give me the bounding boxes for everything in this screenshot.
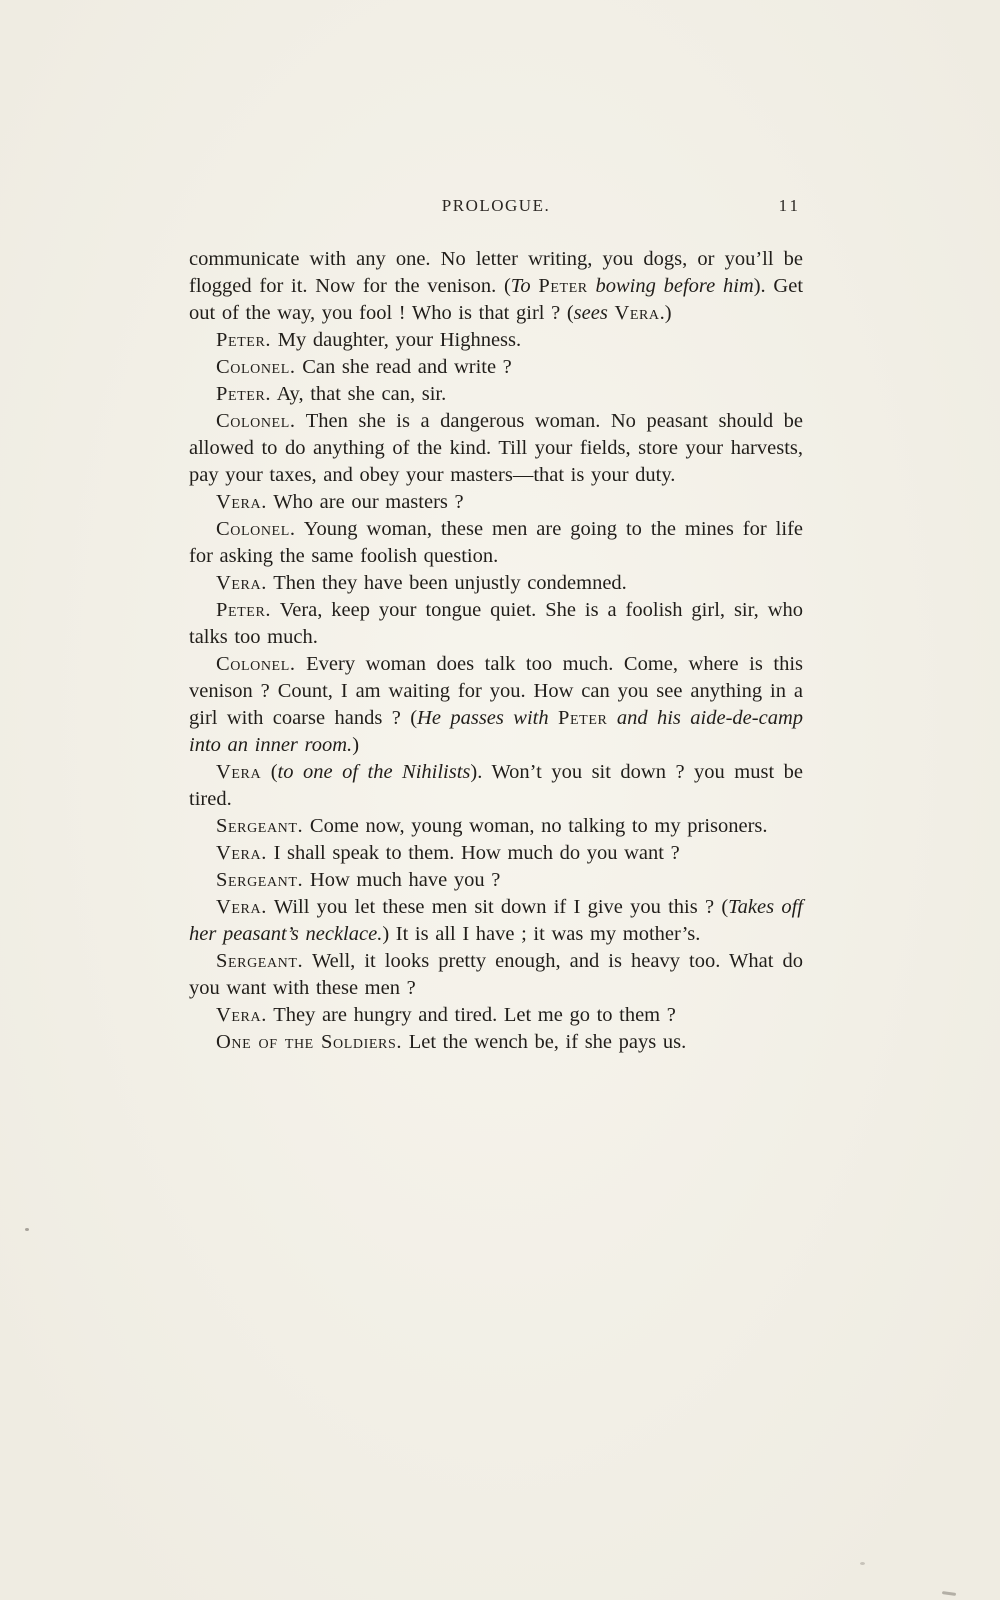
speaker-name: Colonel.: [216, 410, 296, 432]
stage-direction: To: [510, 275, 531, 297]
stage-direction: bowing before him: [595, 275, 754, 297]
dialogue-text: Can she read and write ?: [295, 356, 512, 378]
dialogue-text: Young woman, these men are going to the mines for life for asking the same foolish question.: [189, 518, 803, 567]
speaker-name: Vera.: [216, 896, 267, 918]
dialogue-text: They are hungry and tired. Let me go to them ?: [266, 1004, 676, 1026]
dialogue-text: Let the wench be, if she pays us.: [402, 1031, 687, 1053]
dialogue-text: My daughter, your Highness.: [271, 329, 522, 351]
paragraph: [189, 354, 803, 381]
paragraph: [189, 408, 803, 489]
speaker-name: Vera.: [216, 1004, 267, 1026]
paragraph: [189, 894, 803, 948]
scan-artifact: [860, 1562, 865, 1565]
scan-artifact: [25, 1228, 29, 1231]
dialogue-text: [607, 707, 616, 729]
stage-direction: sees: [573, 302, 608, 324]
paragraph: [189, 246, 803, 327]
dialogue-text: ): [352, 734, 360, 756]
dialogue-text: (: [261, 761, 278, 783]
paragraph: [189, 327, 803, 354]
speaker-name: Vera: [216, 761, 262, 783]
dialogue-text: ) It is all I have ; it was my mother’s.: [382, 923, 701, 945]
paragraph: [189, 516, 803, 570]
speaker-name: Peter.: [216, 599, 272, 621]
dialogue-text: Every woman does talk too much. Come, where is this venison ? Count, I am waiting for you. How can you see anything in a girl with coarse hands ? (: [189, 653, 803, 729]
speaker-name: Vera.: [216, 842, 267, 864]
running-head-title: PROLOGUE.: [441, 196, 551, 215]
speaker-name: Colonel.: [216, 518, 296, 540]
paragraph: [189, 381, 803, 408]
dialogue-text: Well, it looks pretty enough, and is heavy too. What do you want with these men ?: [189, 950, 803, 999]
dialogue-text: How much have you ?: [303, 869, 501, 891]
speaker-name: Vera: [614, 302, 660, 324]
dialogue-text: Ay, that she can, sir.: [271, 383, 447, 405]
stage-direction: Takes off her peasant’s necklace.: [189, 896, 803, 945]
text-block: [189, 246, 803, 1056]
speaker-name: Colonel.: [216, 653, 296, 675]
paragraph: [189, 489, 803, 516]
dialogue-text: Vera, keep your tongue quiet. She is a foolish girl, sir, who talks too much.: [189, 599, 803, 648]
dialogue-text: Will you let these men sit down if I give you this ? (: [266, 896, 729, 918]
dialogue-text: [549, 707, 558, 729]
paragraph: [189, 651, 803, 759]
dialogue-text: communicate with any one. No letter writing, you dogs, or you’ll be flogged for it. Now for the venison. (: [189, 248, 803, 297]
paragraph: [189, 948, 803, 1002]
dialogue-text: ). Won’t you sit down ? you must be tired.: [189, 761, 804, 810]
paragraph: [189, 1029, 803, 1056]
speaker-name: Sergeant.: [216, 950, 304, 972]
paragraph: [189, 570, 803, 597]
scan-artifact: [942, 1591, 956, 1596]
page-number: 11: [778, 196, 801, 215]
paragraph: [189, 813, 803, 840]
stage-direction: He passes with: [417, 707, 549, 729]
stage-direction: and his aide-de-camp into an inner room.: [189, 707, 804, 756]
dialogue-text: I shall speak to them. How much do you want ?: [266, 842, 680, 864]
paragraph: [189, 759, 803, 813]
speaker-name: Sergeant.: [216, 869, 304, 891]
dialogue-text: Then she is a dangerous woman. No peasant should be allowed to do anything of the kind. Till your fields, store your harvests, pay your taxes, and obey your masters—that is your duty.: [189, 410, 803, 486]
paragraph: [189, 867, 803, 894]
dialogue-text: Who are our masters ?: [266, 491, 464, 513]
dialogue-text: Then they have been unjustly condemned.: [266, 572, 627, 594]
paragraph: [189, 1002, 803, 1029]
speaker-name: Peter.: [216, 383, 272, 405]
speaker-name: Vera.: [216, 572, 267, 594]
speaker-name: Vera.: [216, 491, 267, 513]
page-content: [189, 196, 803, 1056]
speaker-name: Peter: [558, 707, 608, 729]
speaker-name: Colonel.: [216, 356, 296, 378]
dialogue-text: Come now, young woman, no talking to my prisoners.: [303, 815, 768, 837]
page-header: [189, 196, 803, 220]
speaker-name: Peter.: [216, 329, 272, 351]
paragraph: [189, 840, 803, 867]
dialogue-text: ). Get out of the way, you fool ! Who is that girl ? (: [189, 275, 804, 324]
paragraph: [189, 597, 803, 651]
dialogue-text: .): [659, 302, 672, 324]
speaker-name: One of the Soldiers.: [216, 1031, 403, 1053]
stage-direction: to one of the Nihilists: [277, 761, 471, 783]
speaker-name: Peter: [538, 275, 588, 297]
speaker-name: Sergeant.: [216, 815, 304, 837]
